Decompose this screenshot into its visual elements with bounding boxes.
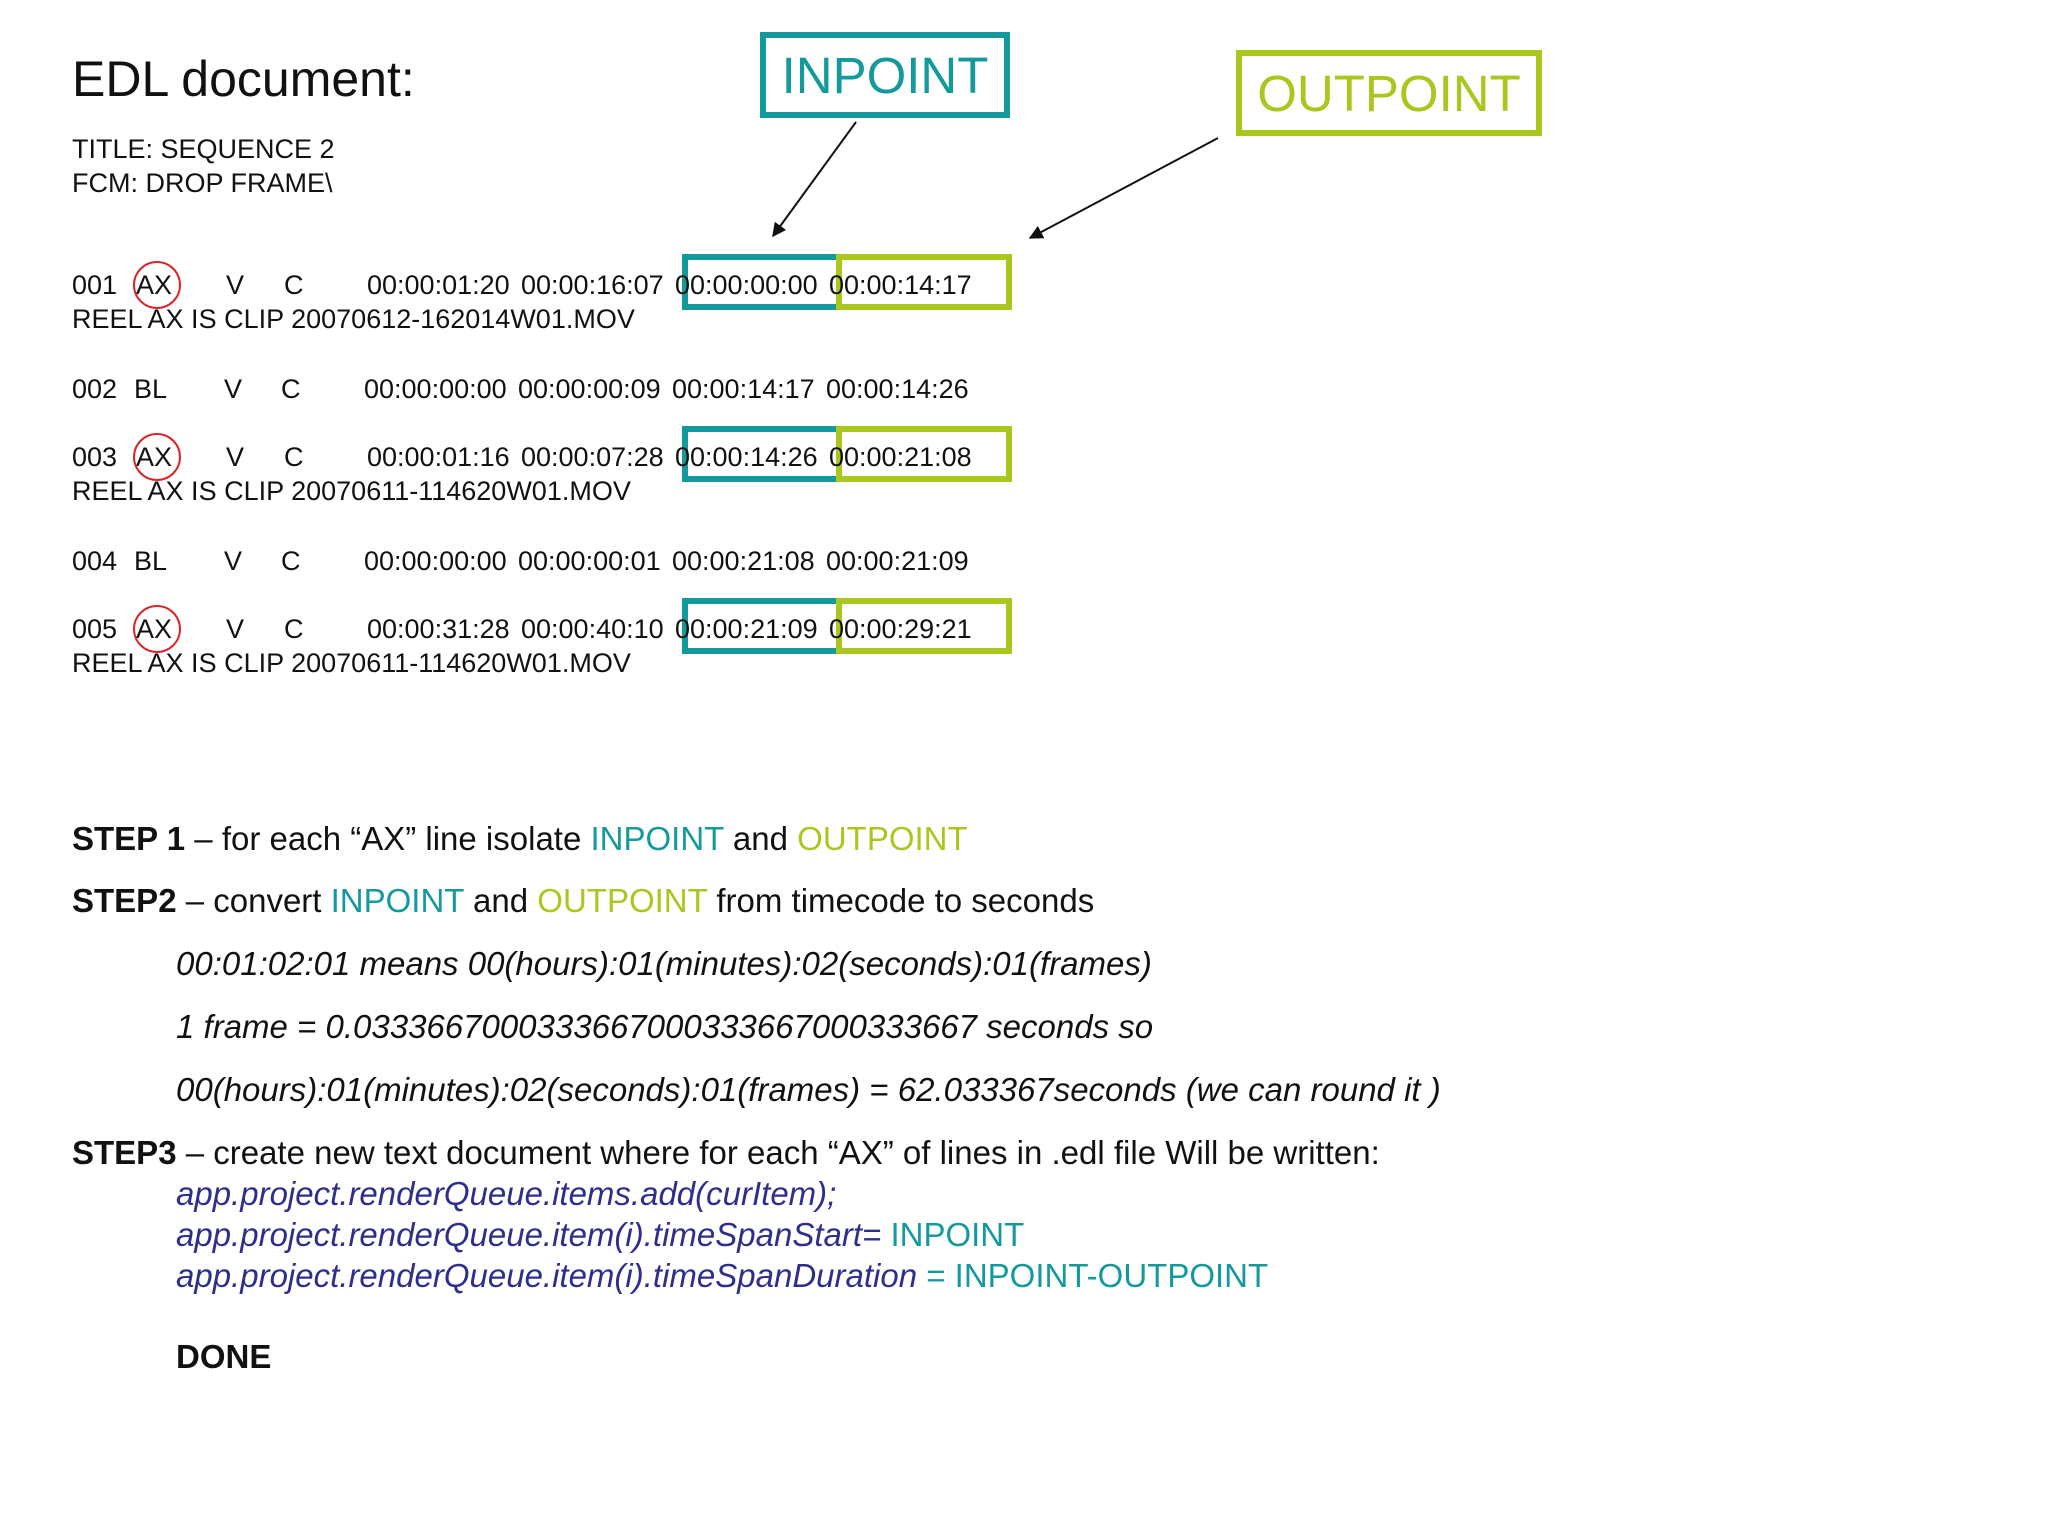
edl-source-in: 00:00:00:00 (364, 546, 507, 576)
edl-source-in: 00:00:00:00 (364, 374, 507, 404)
step2-note-example: 00(hours):01(minutes):02(seconds):01(frames) = 62.033367seconds (we can round it ) (176, 1071, 1441, 1108)
edl-reel: BL (134, 546, 168, 576)
edl-source-in: 00:00:31:28 (367, 614, 510, 644)
inpoint-callout-label: INPOINT (781, 46, 989, 104)
edl-source-out: 00:00:40:10 (521, 614, 664, 644)
inpoint-arrow (773, 122, 856, 236)
edl-record-out: 00:00:21:09 (826, 546, 969, 576)
step2-text: – convert (176, 882, 331, 919)
step1-label: STEP 1 (72, 820, 186, 857)
header-fcm-line: FCM: DROP FRAME\ (72, 168, 333, 198)
edl-source-out: 00:00:00:09 (518, 374, 661, 404)
edl-transition: C (284, 614, 304, 644)
edl-transition: C (284, 270, 304, 300)
edl-event-number: 005 (72, 614, 118, 644)
edl-reel-comment: REEL AX IS CLIP 20070611-114620W01.MOV (72, 476, 631, 506)
edl-record-out: 00:00:14:26 (826, 374, 969, 404)
edl-source-in: 00:00:01:20 (367, 270, 510, 300)
step3-label: STEP3 (72, 1134, 177, 1171)
step2-and: and (463, 882, 538, 919)
ax-highlight-circle-003 (133, 433, 181, 481)
step2-inpoint: INPOINT (330, 882, 464, 919)
outpoint-arrow (1030, 138, 1218, 238)
edl-record-out: 00:00:14:17 (829, 270, 972, 300)
edl-event-number: 002 (72, 374, 118, 404)
edl-track: V (226, 270, 245, 300)
edl-record-in: 00:00:14:17 (672, 374, 815, 404)
code-start: app.project.renderQueue.item(i).timeSpanStart= (176, 1216, 882, 1253)
step1-and: and (723, 820, 798, 857)
code-duration: app.project.renderQueue.item(i).timeSpanDuration (176, 1257, 918, 1294)
step2-note-timecode: 00:01:02:01 means 00(hours):01(minutes):02(seconds):01(frames) (176, 945, 1152, 982)
step3-line (72, 1134, 1380, 1172)
edl-track: V (224, 546, 243, 576)
code-add: app.project.renderQueue.items.add(curItem); (176, 1175, 837, 1212)
edl-reel: BL (134, 374, 168, 404)
ax-highlight-circle-001 (133, 261, 181, 309)
edl-reel: AX (136, 270, 173, 300)
step1-outpoint: OUTPOINT (797, 820, 968, 857)
code-line-start (176, 1216, 1024, 1254)
edl-transition: C (284, 442, 304, 472)
step2-line (72, 882, 1094, 920)
edl-source-out: 00:00:00:01 (518, 546, 661, 576)
step2-note-frame: 1 frame = 0.0333667000333667000333667000333667 seconds so (176, 1008, 1154, 1045)
step1-inpoint: INPOINT (590, 820, 724, 857)
edl-event-number: 001 (72, 270, 118, 300)
code-line-add (176, 1175, 836, 1213)
edl-source-in: 00:00:01:16 (367, 442, 510, 472)
edl-record-in: 00:00:21:08 (672, 546, 815, 576)
edl-record-in: 00:00:00:00 (675, 270, 818, 300)
edl-reel-comment: REEL AX IS CLIP 20070611-114620W01.MOV (72, 648, 631, 678)
inpoint-callout (760, 32, 1010, 118)
code-line-duration (176, 1257, 1268, 1295)
edl-reel: AX (136, 614, 173, 644)
edl-transition: C (281, 374, 301, 404)
step1-text: – for each “AX” line isolate (185, 820, 591, 857)
edl-record-out: 00:00:29:21 (829, 614, 972, 644)
step2-tail: from timecode to seconds (707, 882, 1095, 919)
outpoint-callout-label: OUTPOINT (1257, 64, 1521, 122)
edl-record-in: 00:00:14:26 (675, 442, 818, 472)
edl-reel: AX (136, 442, 173, 472)
step3-text: – create new text document where for each “AX” of lines in .edl file Will be written: (176, 1134, 1380, 1171)
done-label: DONE (176, 1338, 272, 1375)
edl-track: V (224, 374, 243, 404)
edl-record-in: 00:00:21:09 (675, 614, 818, 644)
outpoint-callout (1236, 50, 1542, 136)
code-start-value: INPOINT (881, 1216, 1025, 1253)
page-title: EDL document: (72, 51, 415, 107)
ax-highlight-circle-005 (133, 605, 181, 653)
edl-source-out: 00:00:16:07 (521, 270, 664, 300)
edl-event-number: 003 (72, 442, 118, 472)
edl-transition: C (281, 546, 301, 576)
edl-track: V (226, 614, 245, 644)
edl-record-out: 00:00:21:08 (829, 442, 972, 472)
edl-source-out: 00:00:07:28 (521, 442, 664, 472)
step1-line (72, 820, 968, 858)
code-duration-value: = INPOINT-OUTPOINT (917, 1257, 1269, 1294)
step2-label: STEP2 (72, 882, 177, 919)
header-title-line: TITLE: SEQUENCE 2 (72, 134, 335, 164)
edl-event-number: 004 (72, 546, 118, 576)
step2-outpoint: OUTPOINT (537, 882, 708, 919)
edl-track: V (226, 442, 245, 472)
edl-reel-comment: REEL AX IS CLIP 20070612-162014W01.MOV (72, 304, 635, 334)
